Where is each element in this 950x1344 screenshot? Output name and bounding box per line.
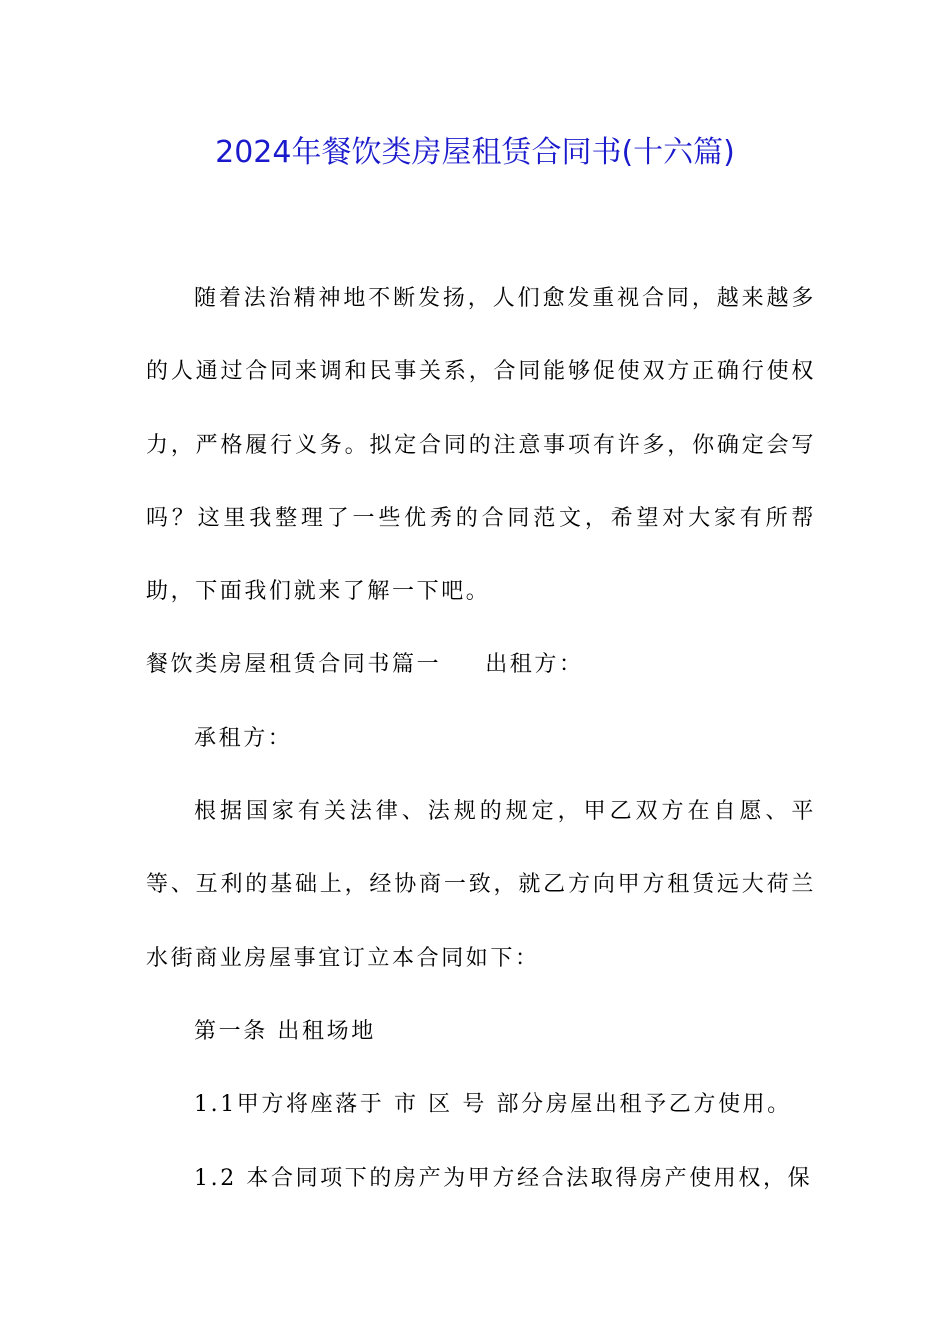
section-heading: 餐饮类房屋租赁合同书篇一 [146, 652, 442, 678]
document-body [146, 262, 816, 1215]
section-heading-line [146, 628, 816, 701]
clause-1-1: 1.1甲方将座落于 市 区 号 部分房屋出租予乙方使用。 [194, 1092, 792, 1118]
preamble-paragraph: 根据国家有关法律、法规的规定，甲乙双方在自愿、平等、互利的基础上，经协商一致，就乙方向甲方租赁远大荷兰水街商业房屋事宜订立本合同如下： [146, 799, 816, 971]
lessor-label: 出租方： [485, 652, 584, 678]
lessee-label: 承租方： [194, 725, 293, 751]
article-1-title: 第一条 出租场地 [194, 1018, 376, 1044]
clause-1-2: 1.2 本合同项下的房产为甲方经合法取得房产使用权，保 [194, 1165, 813, 1191]
intro-paragraph: 随着法治精神地不断发扬，人们愈发重视合同，越来越多的人通过合同来调和民事关系，合同能够促使双方正确行使权力，严格履行义务。拟定合同的注意事项有许多，你确定会写吗？这里我整理了一些优秀的合同范文，希望对大家有所帮助，下面我们就来了解一下吧。 [146, 286, 816, 605]
document-title: 2024年餐饮类房屋租赁合同书(十六篇) [215, 135, 735, 170]
